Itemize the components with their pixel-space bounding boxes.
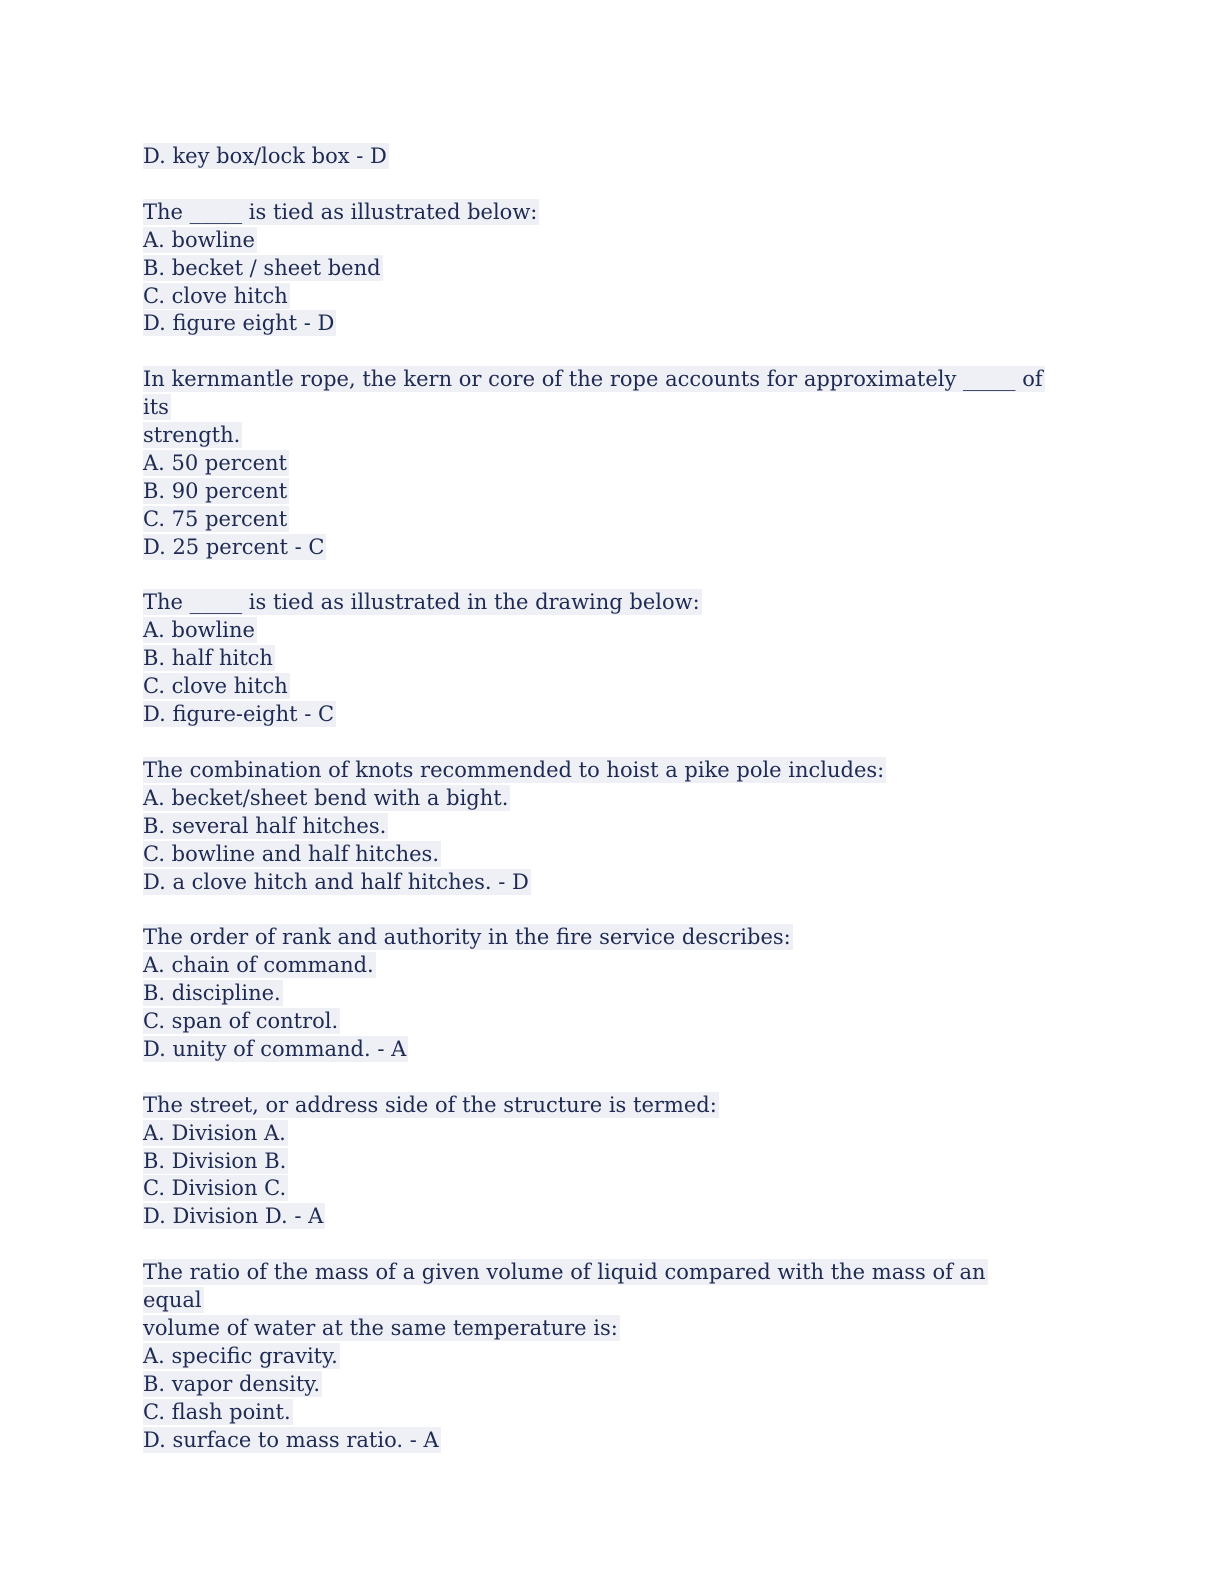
question-stem-line: [143, 199, 1043, 227]
answer-option: [143, 1371, 1043, 1399]
lead-answer: [143, 143, 1043, 171]
answer-option-text: B. half hitch: [143, 646, 273, 671]
answer-option: [143, 952, 1043, 980]
answer-option: [143, 673, 1043, 701]
answer-option: [143, 813, 1043, 841]
answer-option-text: B. 90 percent: [143, 478, 288, 503]
question-stem-line: [143, 1259, 1043, 1315]
question-stem-text: volume of water at the same temperature is:: [143, 1315, 618, 1340]
question-stem-text: In kernmantle rope, the kern or core of the rope accounts for approximately _____ of its: [143, 367, 1043, 420]
answer-option: [143, 841, 1043, 869]
answer-option: [143, 980, 1043, 1008]
answer-option: [143, 645, 1043, 673]
answer-option: [143, 701, 1043, 729]
question-stem-text: The combination of knots recommended to hoist a pike pole includes:: [143, 757, 885, 782]
answer-option-text: B. becket / sheet bend: [143, 255, 381, 280]
question-stem-text: The street, or address side of the structure is termed:: [143, 1092, 717, 1117]
answer-option: [143, 1008, 1043, 1036]
answer-option-text: A. chain of command.: [143, 953, 374, 978]
answer-option-text: A. specific gravity.: [143, 1343, 338, 1368]
answer-option: [143, 617, 1043, 645]
question-list: [143, 199, 1043, 1455]
question-stem-text: strength.: [143, 423, 241, 448]
question-block: [143, 589, 1043, 729]
question-stem-line: [143, 924, 1043, 952]
question-stem-line: [143, 589, 1043, 617]
answer-option: [143, 534, 1043, 562]
question-block: [143, 1092, 1043, 1232]
answer-option-text: D. unity of command. - A: [143, 1036, 407, 1061]
answer-option: [143, 1120, 1043, 1148]
question-stem-line: [143, 1315, 1043, 1343]
lead-answer-text: D. key box/lock box - D: [143, 144, 387, 168]
question-block: [143, 366, 1043, 561]
answer-option-text: D. a clove hitch and half hitches. - D: [143, 869, 529, 894]
question-stem-line: [143, 1092, 1043, 1120]
answer-option: [143, 227, 1043, 255]
answer-option: [143, 1148, 1043, 1176]
answer-option-text: C. clove hitch: [143, 283, 288, 308]
answer-option-text: C. bowline and half hitches.: [143, 841, 440, 866]
answer-option-text: D. 25 percent - C: [143, 534, 325, 559]
answer-option-text: D. figure-eight - C: [143, 702, 335, 727]
question-stem-text: The _____ is tied as illustrated in the drawing below:: [143, 590, 700, 615]
answer-option-text: A. Division A.: [143, 1120, 286, 1145]
question-stem-text: The order of rank and authority in the fire service describes:: [143, 925, 791, 950]
answer-option: [143, 1175, 1043, 1203]
question-block: [143, 1259, 1043, 1454]
answer-option: [143, 255, 1043, 283]
answer-option: [143, 785, 1043, 813]
answer-option: [143, 506, 1043, 534]
answer-option-text: D. figure eight - D: [143, 311, 335, 336]
answer-option-text: A. bowline: [143, 618, 255, 643]
answer-option: [143, 1343, 1043, 1371]
question-stem-line: [143, 422, 1043, 450]
answer-option-text: C. flash point.: [143, 1399, 291, 1424]
question-stem-line: [143, 366, 1043, 422]
answer-option: [143, 1427, 1043, 1455]
answer-option-text: C. clove hitch: [143, 674, 288, 699]
answer-option-text: D. surface to mass ratio. - A: [143, 1427, 439, 1452]
question-stem-line: [143, 757, 1043, 785]
answer-option-text: C. Division C.: [143, 1176, 287, 1201]
answer-option-text: A. 50 percent: [143, 450, 287, 475]
question-block: [143, 757, 1043, 897]
answer-option-text: B. discipline.: [143, 981, 281, 1006]
answer-option-text: C. span of control.: [143, 1009, 339, 1034]
question-stem-text: The _____ is tied as illustrated below:: [143, 199, 538, 224]
answer-option-text: B. Division B.: [143, 1148, 287, 1173]
answer-option-text: A. bowline: [143, 227, 255, 252]
answer-option: [143, 478, 1043, 506]
answer-option-text: D. Division D. - A: [143, 1204, 324, 1229]
answer-option-text: C. 75 percent: [143, 506, 288, 531]
answer-option: [143, 283, 1043, 311]
answer-option: [143, 1036, 1043, 1064]
question-stem-text: The ratio of the mass of a given volume of liquid compared with the mass of an equal: [143, 1260, 986, 1313]
document-page: [143, 143, 1043, 1482]
answer-option: [143, 450, 1043, 478]
answer-option: [143, 310, 1043, 338]
answer-option-text: B. several half hitches.: [143, 813, 387, 838]
answer-option: [143, 1399, 1043, 1427]
question-block: [143, 199, 1043, 339]
answer-option-text: A. becket/sheet bend with a bight.: [143, 785, 509, 810]
answer-option: [143, 1203, 1043, 1231]
answer-option: [143, 869, 1043, 897]
question-block: [143, 924, 1043, 1064]
answer-option-text: B. vapor density.: [143, 1371, 321, 1396]
